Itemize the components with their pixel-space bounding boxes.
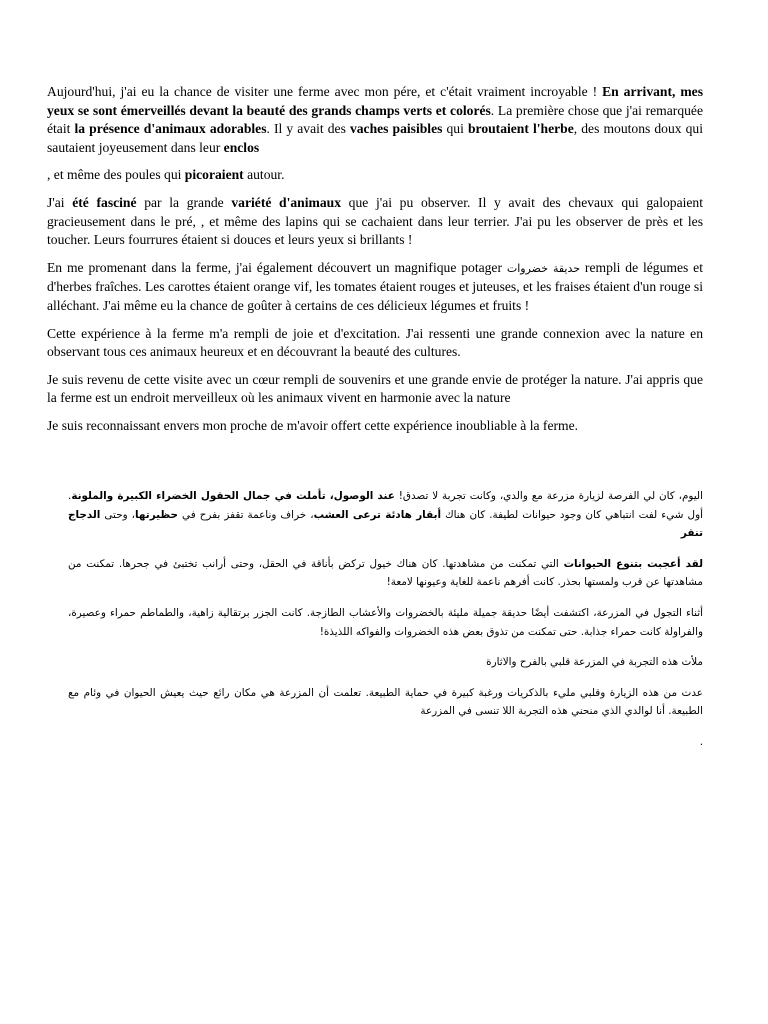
text-run: . Il y avait des — [266, 121, 350, 137]
text-run: اليوم، كان لي الفرصة لزيارة مزرعة مع والدي، وكانت تجربة لا تصدق! — [394, 490, 703, 502]
arabic-paragraph-2 — [68, 555, 703, 592]
bold-text-run: picoraient — [184, 167, 244, 183]
text-run: Aujourd'hui, j'ai eu la chance de visiter une ferme avec mon pére, et c'était vraiment incroyable ! — [47, 84, 603, 99]
text-run: En me promenant dans la ferme, j'ai également découvert un magnifique potager — [47, 259, 507, 275]
text-run: , des moutons doux qui sautaient joyeusement dans leur — [47, 121, 704, 155]
text-run: . La première chose que j'ai remarquée était — [47, 102, 703, 137]
bold-text-run: لقد أعجبت بتنوع الحيوانات — [563, 557, 703, 570]
french-paragraph-6: Je suis revenu de cette visite avec un cœur rempli de souvenirs et une grande envie de protéger la nature. J'ai appris que la ferme est un endroit merveilleux où les animaux vivent en harmonie avec la nature — [47, 371, 703, 406]
text-run: autour. — [243, 167, 285, 183]
bold-text-run: عند الوصول، تأملت في جمال الحقول الخضراء الكبيرة والملونة — [71, 490, 395, 502]
bold-text-run: la présence d'animaux adorables — [74, 121, 267, 137]
arabic-inline-text: حديقة خضروات — [506, 261, 581, 275]
text-run: par la grande — [136, 194, 232, 210]
arabic-text-section — [68, 487, 703, 752]
bold-text-run: variété d'animaux — [231, 194, 341, 210]
french-paragraph-7: Je suis reconnaissant envers mon proche de m'avoir offert cette expérience inoubliable à la ferme. — [47, 417, 579, 433]
text-run: rempli de légumes et d'herbes fraîches. Les carottes étaient orange vif, les tomates étaient rouges et juteuses, et les fraises étaient d'un rouge si alléchant. J'ai même eu la chance de goûter à certains de ces délicieux légumes et fruits ! — [47, 259, 703, 313]
text-run: ، وحتى — [100, 508, 136, 521]
bold-text-run: En arrivant, mes yeux se sont émerveillés devant la beauté des grands champs verts et colorés — [47, 84, 704, 118]
text-run: ، خراف وناعمة تقفز بفرح في — [178, 508, 314, 521]
french-paragraph-5: Cette expérience à la ferme m'a rempli de joie et d'excitation. J'ai ressenti une grande connexion avec la nature en observant tous ces animaux heureux et en découvrant la beauté des cultures. — [47, 325, 703, 360]
text-run: , et même des poules qui — [47, 167, 185, 183]
bold-text-run: enclos — [223, 139, 260, 155]
text-run: التي تمكنت من مشاهدتها. كان هناك خيول تركض بأناقة في الحقل، وحتى أرانب تختبئ في جحرها. تمكنت من مشاهدتها عن قرب ولمستها بحذر. كانت أفرهم ناعمة للغاية وعيونها لامعة! — [68, 557, 703, 589]
arabic-paragraph-1 — [68, 487, 703, 543]
bold-text-run: broutaient l'herbe — [467, 121, 574, 137]
french-paragraph-2 — [47, 166, 703, 185]
text-run: qui — [442, 121, 468, 137]
bold-text-run: أبقار هادئة ترعى العشب — [313, 508, 442, 521]
arabic-paragraph-3: أثناء التجول في المزرعة، اكتشفت أيضًا حديقة جميلة مليئة بالخضروات والأعشاب الطازجة. كانت الجزر برتقالية زاهية، والطماطم حمراء وعصيرة، والفراولة كانت حمراء جذابة. حتى تمكنت من تذوق بعض هذه الخضروات والفواكه اللذيذة! — [68, 606, 703, 638]
bold-text-run: vaches paisibles — [349, 121, 443, 137]
bold-text-run: حظيرتها — [135, 508, 179, 521]
french-text-section — [47, 83, 703, 445]
french-paragraph-4 — [47, 259, 703, 316]
french-paragraph-1 — [47, 83, 703, 157]
arabic-paragraph-4: ملأت هذه التجربة في المزرعة قلبي بالفرح والاثارة — [486, 656, 703, 669]
arabic-paragraph-6: . — [699, 735, 703, 748]
text-run: J'ai — [47, 194, 73, 210]
arabic-paragraph-5: عدت من هذه الزيارة وقلبي مليء بالذكريات ورغبة كبيرة في حماية الطبيعة. تعلمت أن المزرعة هي مكان رائع حيث يعيش الحيوان في وئام مع الطبيعة. أنا لوالدي الذي منحني هذه التجربة اللا تنسى في المزرعة — [68, 686, 703, 718]
text-run: que j'ai pu observer. Il y avait des chevaux qui galopaient gracieusement dans le pré, , et même des lapins qui se cachaient dans leur terrier. J'ai pu les observer de près et les toucher. Leurs fourrures étaient si douces et leurs yeux si brillants ! — [47, 194, 704, 248]
french-paragraph-3 — [47, 194, 703, 250]
bold-text-run: الدجاج تنقر — [68, 508, 703, 540]
text-run: . أول شيء لفت انتباهي كان وجود حيوانات لطيفة. كان هناك — [68, 490, 703, 521]
bold-text-run: été fasciné — [72, 194, 137, 210]
